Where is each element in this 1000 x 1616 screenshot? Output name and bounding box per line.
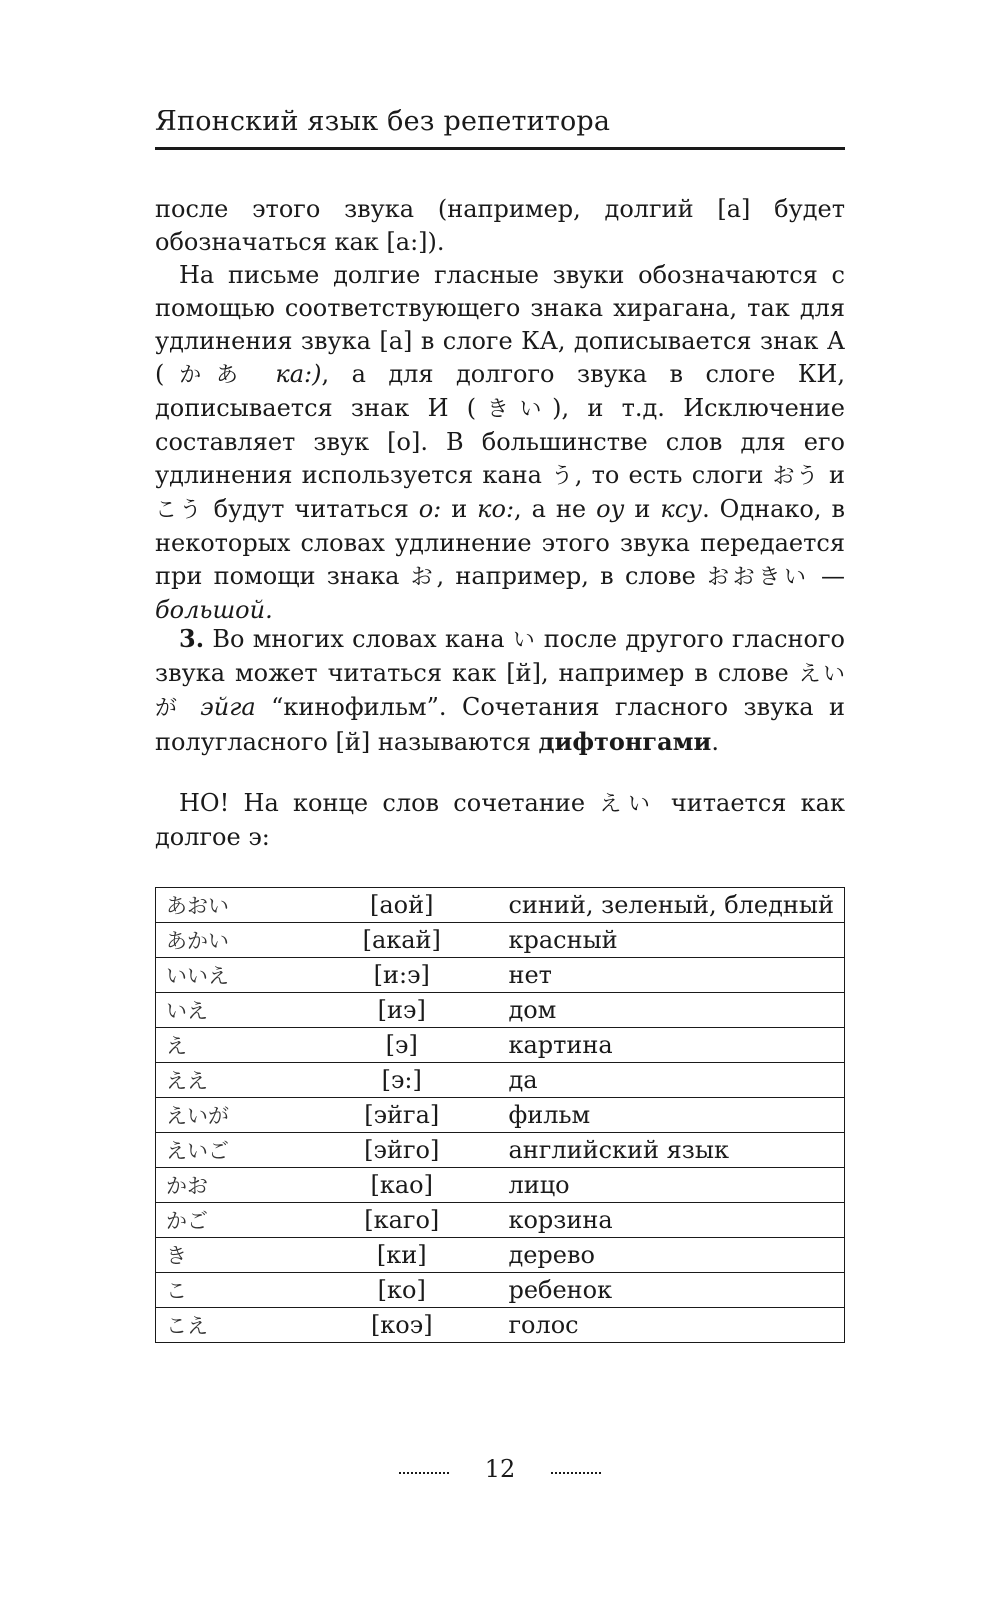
text-run: ), и т.д. Исключение составляет звук [о]. В большинстве слов для его удлинения используется кана (155, 394, 845, 489)
text-run: — (809, 562, 845, 590)
cell-kana: あかい (156, 923, 326, 958)
table-row (156, 888, 845, 923)
text-run: и (819, 461, 845, 489)
italic-run: ко: (477, 495, 515, 523)
kana-run: きい (476, 397, 553, 422)
cell-meaning: фильм (478, 1098, 844, 1133)
cell-meaning: дерево (478, 1238, 844, 1273)
table-row (156, 1203, 845, 1238)
bold-term: дифтонгами (538, 727, 712, 756)
paragraph-long-vowels (155, 259, 845, 627)
italic-run: большой. (155, 596, 273, 624)
cell-meaning: красный (478, 923, 844, 958)
text-run: “кинофильм”. Сочетания гласного звука и полугласного [й] называются (155, 693, 846, 756)
italic-run: ксу (660, 495, 703, 523)
text-run: будут читаться (203, 495, 419, 523)
cell-meaning: ребенок (478, 1273, 844, 1308)
page-footer (0, 1455, 1000, 1483)
table-row (156, 1238, 845, 1273)
text-run: , а для долгого звука в слоге КИ, дописывается знак И ( (155, 360, 845, 422)
cell-meaning: картина (478, 1028, 844, 1063)
cell-kana: いえ (156, 993, 326, 1028)
table-row (156, 1133, 845, 1168)
text-run: , например, в слове (436, 562, 708, 590)
cell-kana: かお (156, 1168, 326, 1203)
footer-dots-right (551, 1472, 601, 1474)
kana-run: い (512, 628, 536, 653)
table-row (156, 1063, 845, 1098)
text-run: , то есть слоги (574, 461, 773, 489)
table-row (156, 1308, 845, 1343)
italic-run: ка:) (252, 360, 322, 388)
text-run: и (441, 495, 478, 523)
cell-reading: [аой] (325, 888, 478, 923)
text-run: , а не (514, 495, 597, 523)
table-row (156, 1273, 845, 1308)
cell-meaning: голос (478, 1308, 844, 1343)
page-number: 12 (484, 1455, 516, 1483)
cell-reading: [э:] (325, 1063, 478, 1098)
table-row (156, 993, 845, 1028)
header-rule (155, 147, 845, 150)
kana-run: う (551, 464, 575, 489)
cell-kana: こえ (156, 1308, 326, 1343)
table-row (156, 1168, 845, 1203)
cell-kana: こ (156, 1273, 326, 1308)
italic-run: эйга (184, 693, 256, 721)
footer-dots-left (399, 1472, 449, 1474)
running-header: Японский язык без репетитора (155, 106, 611, 137)
cell-kana: いいえ (156, 958, 326, 993)
cell-meaning: дом (478, 993, 844, 1028)
cell-kana: き (156, 1238, 326, 1273)
text-run: НО! На конце слов сочетание (179, 789, 600, 817)
text-run: после другого гласного звука может читаться как [й], например в слове (155, 625, 845, 687)
cell-reading: [акай] (325, 923, 478, 958)
cell-meaning: синий, зеленый, бледный (478, 888, 844, 923)
text-run: На письме долгие гласные звуки обозначаются с помощью соответствующего знака хирагана, так для удлинения звука [а] в слоге КА, дописывается знак А ( (155, 261, 845, 388)
kana-run: こう (155, 498, 204, 523)
section-number: 3. (179, 624, 205, 653)
table-row (156, 1098, 845, 1133)
cell-meaning: нет (478, 958, 844, 993)
text-run: читается как долгое э: (155, 789, 845, 851)
kana-run: えい (599, 792, 657, 817)
cell-reading: [иэ] (325, 993, 478, 1028)
text-run: Во многих словах кана (204, 625, 513, 653)
cell-reading: [коэ] (325, 1308, 478, 1343)
text-run: и (624, 495, 661, 523)
cell-reading: [э] (325, 1028, 478, 1063)
kana-run: かあ (164, 363, 253, 388)
cell-reading: [као] (325, 1168, 478, 1203)
cell-meaning: лицо (478, 1168, 844, 1203)
paragraph-text: после этого звука (например, долгий [а] будет обозначаться как [а:]). (155, 195, 845, 256)
text-run: . Однако, в некоторых словах удлинение этого звука передается при помощи знака (155, 495, 845, 590)
cell-meaning: английский язык (478, 1133, 844, 1168)
cell-reading: [и:э] (325, 958, 478, 993)
cell-kana: かご (156, 1203, 326, 1238)
cell-meaning: да (478, 1063, 844, 1098)
kana-run: えいが (155, 662, 845, 721)
cell-kana: えいご (156, 1133, 326, 1168)
cell-reading: [ко] (325, 1273, 478, 1308)
italic-run: о: (418, 495, 442, 523)
table-row (156, 923, 845, 958)
table-row (156, 1028, 845, 1063)
italic-run: оу (596, 495, 625, 523)
cell-kana: ええ (156, 1063, 326, 1098)
cell-meaning: корзина (478, 1203, 844, 1238)
cell-kana: あおい (156, 888, 326, 923)
paragraph-continuation (155, 193, 845, 259)
paragraph-note (155, 787, 845, 854)
cell-reading: [ки] (325, 1238, 478, 1273)
cell-reading: [эйга] (325, 1098, 478, 1133)
cell-kana: えいが (156, 1098, 326, 1133)
paragraph-diphthongs (155, 622, 845, 759)
vocabulary-table (155, 887, 845, 1343)
kana-run: お (410, 565, 437, 590)
cell-reading: [каго] (325, 1203, 478, 1238)
cell-kana: え (156, 1028, 326, 1063)
cell-reading: [эйго] (325, 1133, 478, 1168)
text-run: . (711, 728, 719, 756)
kana-run: おう (772, 464, 820, 489)
table-row (156, 958, 845, 993)
kana-run: おおきい (707, 565, 810, 590)
